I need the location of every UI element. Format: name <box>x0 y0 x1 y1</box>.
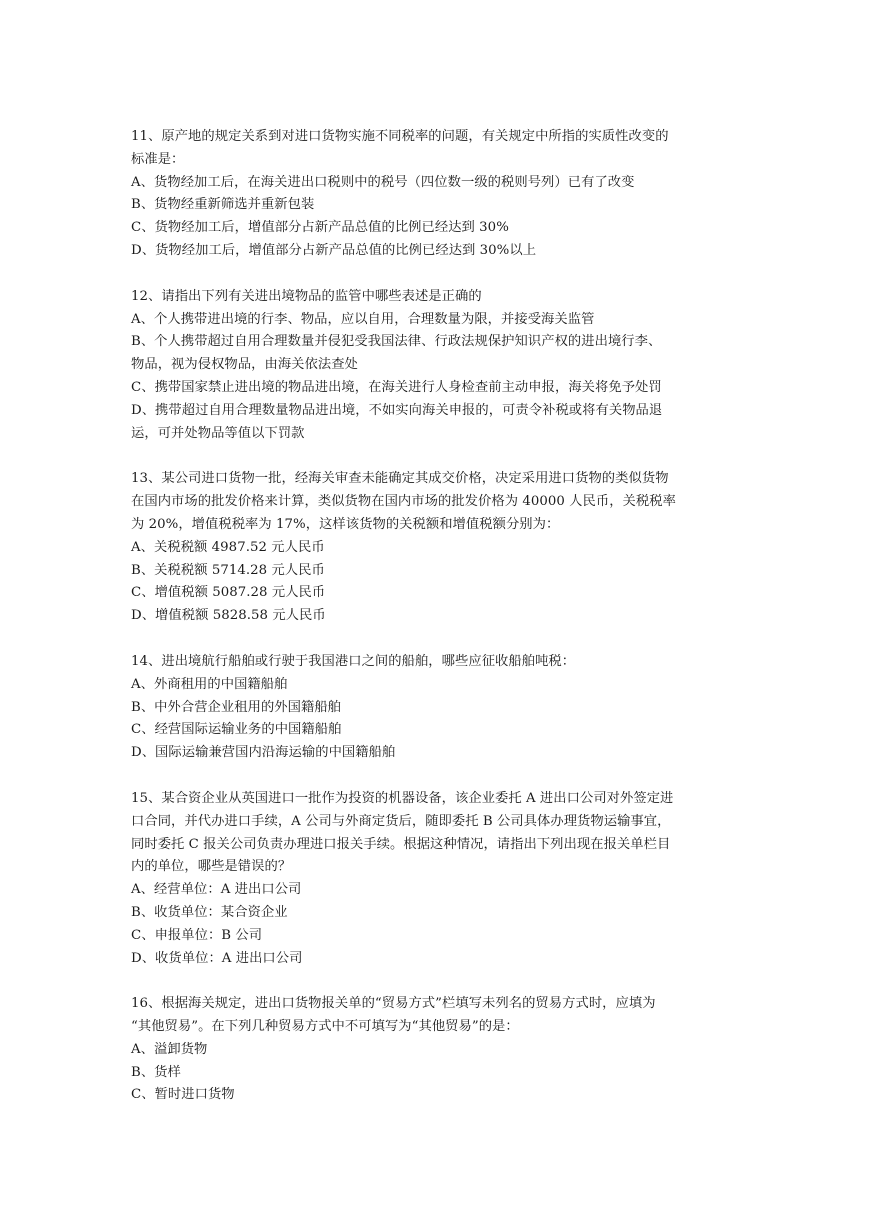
question-stem <box>131 126 743 172</box>
option-line: A、个人携带进出境的行李、物品，应以自用，合理数量为限，并接受海关监管 <box>131 311 595 327</box>
question-stem <box>131 468 743 536</box>
option-line: B、个人携带超过自用合理数量并侵犯受我国法律、行政法规保护知识产权的进出境行李、 <box>131 334 662 350</box>
option-b <box>131 194 743 217</box>
option-c <box>131 582 743 605</box>
option-line: D、增值税额 5828.58 元人民币 <box>131 608 326 624</box>
question-11 <box>131 126 743 263</box>
option-d <box>131 948 743 971</box>
option-c <box>131 719 743 742</box>
stem-line: “其他贸易”。在下列几种贸易方式中不可填写为“其他贸易”的是： <box>131 1019 519 1035</box>
question-stem <box>131 651 743 674</box>
option-c <box>131 1084 743 1107</box>
option-line: C、申报单位：B 公司 <box>131 927 263 943</box>
option-a <box>131 309 743 332</box>
stem-line: 16、根据海关规定，进出口货物报关单的“贸易方式”栏填写未列名的贸易方式时，应填为 <box>131 996 656 1012</box>
stem-line: 标准是： <box>131 151 185 167</box>
option-line: C、携带国家禁止进出境的物品进出境，在海关进行人身检查前主动申报，海关将免予处罚 <box>131 379 662 395</box>
option-line: C、增值税额 5087.28 元人民币 <box>131 585 326 601</box>
stem-line: 在国内市场的批发价格来计算，类似货物在国内市场的批发价格为 40000 人民币，关税税率 <box>131 494 676 510</box>
option-a <box>131 537 743 560</box>
exam-page <box>131 126 743 1130</box>
option-line: B、货样 <box>131 1064 181 1080</box>
option-c <box>131 925 743 948</box>
option-line: C、经营国际运输业务的中国籍船舶 <box>131 722 342 738</box>
option-d <box>131 742 743 765</box>
question-stem <box>131 788 743 879</box>
stem-line: 13、某公司进口货物一批，经海关审查未能确定其成交价格，决定采用进口货物的类似货物 <box>131 471 669 487</box>
stem-line: 12、请指出下列有关进出境物品的监管中哪些表述是正确的 <box>131 288 482 304</box>
stem-line: 同时委托 C 报关公司负责办理进口报关手续。根据这种情况，请指出下列出现在报关单栏目 <box>131 836 671 852</box>
option-b <box>131 560 743 583</box>
option-line: A、经营单位：A 进出口公司 <box>131 882 302 898</box>
stem-line: 14、进出境航行船舶或行驶于我国港口之间的船舶，哪些应征收船舶吨税： <box>131 653 576 669</box>
question-stem <box>131 286 743 309</box>
option-line: D、货物经加工后，增值部分占新产品总值的比例已经达到 30%以上 <box>131 242 537 258</box>
option-line: 运，可并处物品等值以下罚款 <box>131 425 305 441</box>
option-line: C、货物经加工后，增值部分占新产品总值的比例已经达到 30% <box>131 220 509 236</box>
option-line: A、外商租用的中国籍船舶 <box>131 676 288 692</box>
option-line: A、货物经加工后，在海关进出口税则中的税号（四位数一级的税则号列）已有了改变 <box>131 174 635 190</box>
option-line: B、收货单位：某合资企业 <box>131 904 288 920</box>
option-d <box>131 605 743 628</box>
option-a <box>131 172 743 195</box>
option-line: D、携带超过自用合理数量物品进出境，不如实向海关申报的，可责令补税或将有关物品退 <box>131 402 663 418</box>
question-16 <box>131 993 743 1107</box>
option-line: B、货物经重新筛选并重新包装 <box>131 197 315 213</box>
option-d <box>131 400 743 446</box>
question-stem <box>131 993 743 1039</box>
option-b <box>131 697 743 720</box>
option-c <box>131 377 743 400</box>
stem-line: 15、某合资企业从英国进口一批作为投资的机器设备，该企业委托 A 进出口公司对外签定进 <box>131 790 674 806</box>
option-line: B、中外合营企业租用的外国籍船舶 <box>131 699 342 715</box>
option-line: A、关税税额 4987.52 元人民币 <box>131 539 325 555</box>
question-14 <box>131 651 743 765</box>
option-line: 物品，视为侵权物品，由海关依法查处 <box>131 357 358 373</box>
option-b <box>131 1062 743 1085</box>
option-line: A、溢卸货物 <box>131 1041 208 1057</box>
option-a <box>131 879 743 902</box>
option-a <box>131 1039 743 1062</box>
option-line: B、关税税额 5714.28 元人民币 <box>131 562 325 578</box>
option-d <box>131 240 743 263</box>
stem-line: 11、原产地的规定关系到对进口货物实施不同税率的问题，有关规定中所指的实质性改变的 <box>131 129 669 144</box>
stem-line: 为 20%，增值税税率为 17%，这样该货物的关税额和增值税额分别为： <box>131 516 560 532</box>
question-12 <box>131 286 743 446</box>
stem-line: 内的单位，哪些是错误的？ <box>131 859 292 875</box>
option-b <box>131 902 743 925</box>
option-b <box>131 331 743 377</box>
option-line: C、暂时进口货物 <box>131 1087 235 1103</box>
option-c <box>131 217 743 240</box>
option-line: D、国际运输兼营国内沿海运输的中国籍船舶 <box>131 745 396 761</box>
stem-line: 口合同，并代办进口手续，A 公司与外商定货后，随即委托 B 公司具体办理货物运输事宜， <box>131 813 671 829</box>
question-15 <box>131 788 743 970</box>
option-a <box>131 674 743 697</box>
question-13 <box>131 468 743 628</box>
option-line: D、收货单位：A 进出口公司 <box>131 950 303 966</box>
